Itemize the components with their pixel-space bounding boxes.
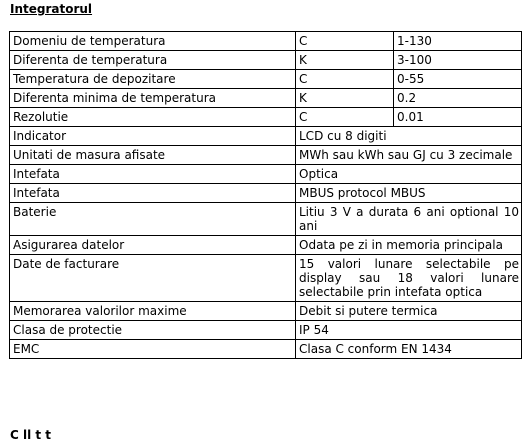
- value-cell: LCD cu 8 digiti: [296, 127, 522, 146]
- table-row: [10, 127, 522, 146]
- table-row: [10, 89, 522, 108]
- table-row: [10, 302, 522, 321]
- table-row: [10, 203, 522, 236]
- table-row: [10, 236, 522, 255]
- table-row: [10, 340, 522, 359]
- value-cell: MWh sau kWh sau GJ cu 3 zecimale: [296, 146, 522, 165]
- param-label: Indicator: [10, 127, 296, 146]
- value-cell: Clasa C conform EN 1434: [296, 340, 522, 359]
- unit-cell: C: [296, 108, 394, 127]
- table-row: [10, 108, 522, 127]
- param-label: EMC: [10, 340, 296, 359]
- param-label: Diferenta de temperatura: [10, 51, 296, 70]
- unit-cell: C: [296, 70, 394, 89]
- specifications-table: [9, 31, 522, 359]
- section-title: Integratorul: [10, 2, 93, 16]
- value-cell: 3-100: [394, 51, 522, 70]
- next-section-title-cut: C ll t t: [10, 428, 52, 442]
- value-cell: 15 valori lunare selectabile pe display sau 18 valori lunare selectabile prin intefata optica: [296, 255, 522, 302]
- value-cell: Litiu 3 V a durata 6 ani optional 10 ani: [296, 203, 522, 236]
- unit-cell: K: [296, 51, 394, 70]
- param-label: Intefata: [10, 184, 296, 203]
- table-row: [10, 70, 522, 89]
- table-row: [10, 184, 522, 203]
- param-label: Intefata: [10, 165, 296, 184]
- param-label: Diferenta minima de temperatura: [10, 89, 296, 108]
- value-cell: 0-55: [394, 70, 522, 89]
- table-row: [10, 321, 522, 340]
- param-label: Date de facturare: [10, 255, 296, 302]
- param-label: Clasa de protectie: [10, 321, 296, 340]
- value-cell: MBUS protocol MBUS: [296, 184, 522, 203]
- value-cell: 0.2: [394, 89, 522, 108]
- param-label: Baterie: [10, 203, 296, 236]
- value-cell: Optica: [296, 165, 522, 184]
- param-label: Unitati de masura afisate: [10, 146, 296, 165]
- value-cell: 0.01: [394, 108, 522, 127]
- table-row: [10, 146, 522, 165]
- param-label: Asigurarea datelor: [10, 236, 296, 255]
- value-cell: Debit si putere termica: [296, 302, 522, 321]
- unit-cell: K: [296, 89, 394, 108]
- table-row: [10, 51, 522, 70]
- table-row: [10, 32, 522, 51]
- table-row: [10, 165, 522, 184]
- param-label: Temperatura de depozitare: [10, 70, 296, 89]
- param-label: Domeniu de temperatura: [10, 32, 296, 51]
- value-cell: 1-130: [394, 32, 522, 51]
- param-label: Rezolutie: [10, 108, 296, 127]
- unit-cell: C: [296, 32, 394, 51]
- table-row: [10, 255, 522, 302]
- value-cell: Odata pe zi in memoria principala: [296, 236, 522, 255]
- value-cell: IP 54: [296, 321, 522, 340]
- param-label: Memorarea valorilor maxime: [10, 302, 296, 321]
